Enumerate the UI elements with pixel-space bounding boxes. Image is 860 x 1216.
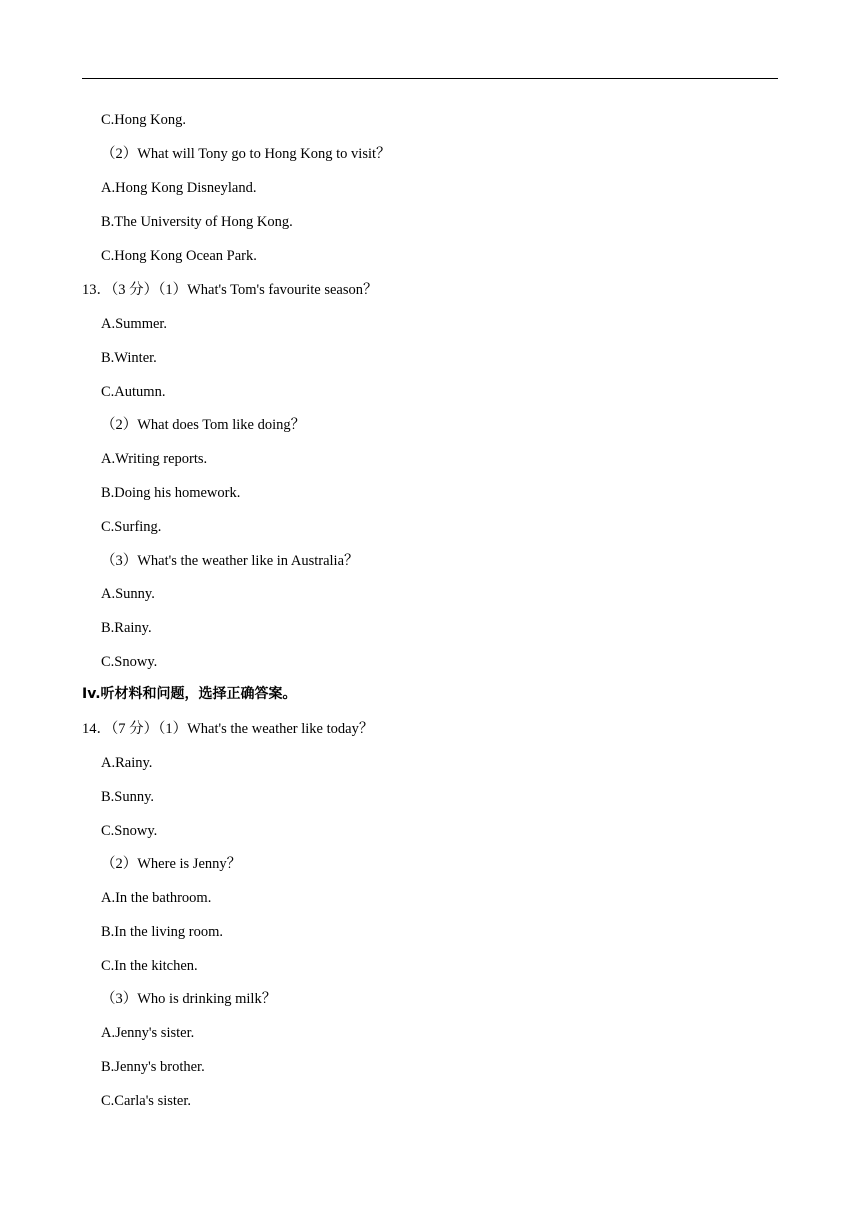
option-c: C.Snowy. [101,654,158,670]
option-c: C.In the kitchen. [101,958,198,974]
question-12-2: （2）What will Tony go to Hong Kong to visit？ [101,146,391,162]
option-a: A.In the bathroom. [101,890,212,906]
option-b: B.Doing his homework. [101,485,241,501]
option-c: C.Hong Kong Ocean Park. [101,248,257,264]
option-b: B.Jenny's brother. [101,1059,205,1075]
option-b: B.In the living room. [101,924,224,940]
option-a: A.Hong Kong Disneyland. [101,180,257,196]
option-c-hong-kong: C.Hong Kong. [101,112,186,128]
header-rule [82,78,778,79]
option-c: C.Surfing. [101,519,162,535]
question-14-1: 14．（7 分）（1）What's the weather like today？ [82,721,374,737]
question-13-1: 13．（3 分）（1）What's Tom's favourite season？ [82,282,378,298]
option-b: B.Winter. [101,350,157,366]
option-c: C.Carla's sister. [101,1093,192,1109]
option-c: C.Snowy. [101,823,158,839]
option-a: A.Writing reports. [101,451,208,467]
question-14-3: （3）Who is drinking milk？ [101,991,277,1007]
question-14-2: （2）Where is Jenny？ [101,856,242,872]
option-a: A.Summer. [101,316,168,332]
option-b: B.Sunny. [101,789,155,805]
option-a: A.Jenny's sister. [101,1025,195,1041]
option-b: B.Rainy. [101,620,152,636]
option-a: A.Rainy. [101,755,153,771]
option-a: A.Sunny. [101,586,155,602]
question-13-3: （3）What's the weather like in Australia？ [101,553,359,569]
option-c: C.Autumn. [101,384,166,400]
question-13-2: （2）What does Tom like doing？ [101,417,306,433]
option-b: B.The University of Hong Kong. [101,214,293,230]
section-heading-iv: Iv.听材料和问题，选择正确答案。 [82,686,297,702]
